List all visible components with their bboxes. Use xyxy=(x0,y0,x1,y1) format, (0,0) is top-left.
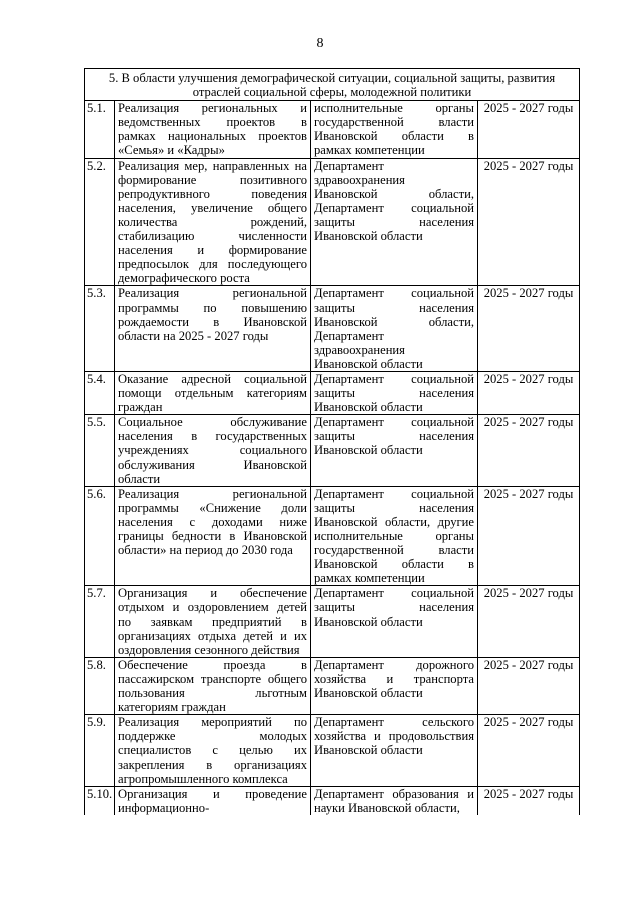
row-number: 5.10. xyxy=(85,786,115,815)
cell-line: Департамент социальной xyxy=(314,486,474,501)
cell-line: населения с доходами ниже xyxy=(118,514,307,529)
responsible-executor xyxy=(311,786,478,815)
cell-line: государственной власти xyxy=(314,115,474,130)
measure-description xyxy=(115,486,311,586)
cell-line: Реализация региональной xyxy=(118,486,307,501)
row-number: 5.8. xyxy=(85,657,115,714)
cell-line: репродуктивного поведения xyxy=(118,186,307,201)
cell-line: Ивановской области xyxy=(314,743,423,758)
cell-line: оздоровления сезонного действия xyxy=(118,642,300,657)
cell-line: Департамент xyxy=(314,158,384,173)
cell-line: защиты населения xyxy=(314,300,474,315)
row-number: 5.3. xyxy=(85,286,115,372)
row-number: 5.7. xyxy=(85,586,115,657)
implementation-period: 2025 - 2027 годы xyxy=(478,415,580,486)
responsible-executor xyxy=(311,286,478,372)
cell-line: поддержке молодых xyxy=(118,729,307,744)
cell-line: пользования льготным xyxy=(118,686,307,701)
cell-line: Ивановской области, xyxy=(314,186,474,201)
cell-line: «Семья» и «Кадры» xyxy=(118,143,225,158)
cell-line: Реализация региональной xyxy=(118,286,307,301)
table-row xyxy=(85,486,580,586)
cell-line: рамках компетенции xyxy=(314,143,425,158)
cell-line: стабилизацию численности xyxy=(118,229,307,244)
table-row xyxy=(85,786,580,815)
cell-line: категориям граждан xyxy=(118,700,226,715)
cell-line: Оказание адресной социальной xyxy=(118,371,307,386)
cell-line: организациях отдыха детей и их xyxy=(118,628,307,643)
cell-line: Ивановской области, другие xyxy=(314,514,474,529)
cell-line: защиты населения xyxy=(314,214,474,229)
cell-line: защиты населения xyxy=(314,600,474,615)
cell-line: специалистов с целью их xyxy=(118,743,307,758)
cell-line: государственной власти xyxy=(314,543,474,558)
measure-description xyxy=(115,586,311,657)
measure-description xyxy=(115,158,311,286)
table-row xyxy=(85,371,580,414)
section-header-row xyxy=(85,69,580,101)
cell-line: населения, увеличение общего xyxy=(118,200,307,215)
cell-line: хозяйства и продовольствия xyxy=(314,729,474,744)
cell-line: Ивановской области xyxy=(314,443,423,458)
cell-line: населения и формирование xyxy=(118,243,307,258)
measure-description xyxy=(115,101,311,158)
cell-line: ведомственных проектов в xyxy=(118,115,307,130)
cell-line: хозяйства и транспорта xyxy=(314,671,474,686)
cell-line: Ивановской области в xyxy=(314,129,474,144)
cell-line: Социальное обслуживание xyxy=(118,415,307,430)
cell-line: граждан xyxy=(118,400,163,415)
responsible-executor xyxy=(311,657,478,714)
cell-line: обслуживания Ивановской xyxy=(118,457,307,472)
cell-line: количества рождений, xyxy=(118,214,307,229)
cell-line: закрепления в организациях xyxy=(118,757,307,772)
measure-description xyxy=(115,657,311,714)
implementation-period: 2025 - 2027 годы xyxy=(478,286,580,372)
cell-line: демографического роста xyxy=(118,271,250,286)
table-row xyxy=(85,158,580,286)
cell-line: Департамент социальной xyxy=(314,200,474,215)
cell-line: программы «Снижение доли xyxy=(118,500,307,515)
cell-line: здравоохранения xyxy=(314,172,405,187)
measure-description xyxy=(115,715,311,786)
cell-line: Ивановской области в xyxy=(314,557,474,572)
cell-line: исполнительные органы xyxy=(314,101,474,116)
table-row xyxy=(85,586,580,657)
cell-line: Департамент социальной xyxy=(314,415,474,430)
measure-description xyxy=(115,286,311,372)
cell-line: Департамент xyxy=(314,328,384,343)
cell-line: Ивановской области xyxy=(314,686,423,701)
table-row xyxy=(85,657,580,714)
cell-line: Департамент социальной xyxy=(314,286,474,301)
implementation-period: 2025 - 2027 годы xyxy=(478,786,580,815)
responsible-executor xyxy=(311,158,478,286)
section-header-cell xyxy=(85,69,580,101)
row-number: 5.6. xyxy=(85,486,115,586)
responsible-executor xyxy=(311,371,478,414)
cell-line: Организация и обеспечение xyxy=(118,586,307,601)
responsible-executor xyxy=(311,586,478,657)
cell-line: агропромышленного комплекса xyxy=(118,771,288,786)
responsible-executor xyxy=(311,715,478,786)
cell-line: Организация и проведение xyxy=(118,786,307,801)
implementation-period: 2025 - 2027 годы xyxy=(478,158,580,286)
row-number: 5.9. xyxy=(85,715,115,786)
cell-line: пассажирском транспорте общего xyxy=(118,671,307,686)
cell-line: помощи отдельным категориям xyxy=(118,386,307,401)
implementation-period: 2025 - 2027 годы xyxy=(478,371,580,414)
cell-line: рамках компетенции xyxy=(314,571,425,586)
cell-line: Ивановской области, xyxy=(314,314,474,329)
cell-line: Департамент образования и xyxy=(314,786,474,801)
cell-line: исполнительные органы xyxy=(314,529,474,543)
implementation-period: 2025 - 2027 годы xyxy=(478,101,580,158)
measure-description xyxy=(115,415,311,486)
row-number: 5.2. xyxy=(85,158,115,286)
cell-line: программы по повышению xyxy=(118,300,307,315)
cell-line: Ивановской области xyxy=(314,356,423,371)
cell-line: границы бедности в Ивановской xyxy=(118,529,307,543)
section-header-line-1: 5. В области улучшения демографической ситуации, социальной защиты, развития xyxy=(108,71,556,85)
row-number: 5.5. xyxy=(85,415,115,486)
table-row xyxy=(85,101,580,158)
cell-line: Департамент социальной xyxy=(314,371,474,386)
table-row xyxy=(85,286,580,372)
cell-line: рамках национальных проектов xyxy=(118,129,307,144)
responsible-executor xyxy=(311,415,478,486)
cell-line: Реализация мер, направленных на xyxy=(118,158,307,173)
cell-line: информационно- xyxy=(118,800,210,815)
table-row xyxy=(85,715,580,786)
implementation-period: 2025 - 2027 годы xyxy=(478,586,580,657)
table-row xyxy=(85,415,580,486)
row-number: 5.4. xyxy=(85,371,115,414)
cell-line: Департамент дорожного xyxy=(314,657,474,672)
cell-line: населения в государственных xyxy=(118,429,307,444)
cell-line: защиты населения xyxy=(314,500,474,515)
measure-description xyxy=(115,371,311,414)
cell-line: Департамент социальной xyxy=(314,586,474,601)
cell-line: Обеспечение проезда в xyxy=(118,657,307,672)
cell-line: по заявкам предприятий в xyxy=(118,614,307,629)
responsible-executor xyxy=(311,486,478,586)
cell-line: предпосылок для последующего xyxy=(118,257,307,272)
cell-line: защиты населения xyxy=(314,429,474,444)
cell-line: области xyxy=(118,471,161,486)
page-number: 8 xyxy=(316,36,324,51)
cell-line: рождаемости в Ивановской xyxy=(118,314,307,329)
cell-line: учреждениях социального xyxy=(118,443,307,458)
cell-line: Реализация региональных и xyxy=(118,101,307,116)
cell-line: Ивановской области xyxy=(314,229,423,244)
cell-line: области» на период до 2030 года xyxy=(118,543,293,558)
implementation-period: 2025 - 2027 годы xyxy=(478,657,580,714)
cell-line: Департамент сельского xyxy=(314,715,474,730)
cell-line: формирование позитивного xyxy=(118,172,307,187)
row-number: 5.1. xyxy=(85,101,115,158)
cell-line: Ивановской области xyxy=(314,400,423,415)
cell-line: Ивановской области xyxy=(314,614,423,629)
section-header-line-2: отраслей социальной сферы, молодежной политики xyxy=(192,85,472,100)
implementation-period: 2025 - 2027 годы xyxy=(478,486,580,586)
cell-line: области на 2025 - 2027 годы xyxy=(118,328,269,343)
cell-line: науки Ивановской области, xyxy=(314,800,460,815)
cell-line: Реализация мероприятий по xyxy=(118,715,307,730)
measures-table xyxy=(84,68,580,815)
cell-line: здравоохранения xyxy=(314,342,405,357)
measure-description xyxy=(115,786,311,815)
cell-line: отдыхом и оздоровлением детей xyxy=(118,600,307,615)
cell-line: защиты населения xyxy=(314,386,474,401)
implementation-period: 2025 - 2027 годы xyxy=(478,715,580,786)
responsible-executor xyxy=(311,101,478,158)
